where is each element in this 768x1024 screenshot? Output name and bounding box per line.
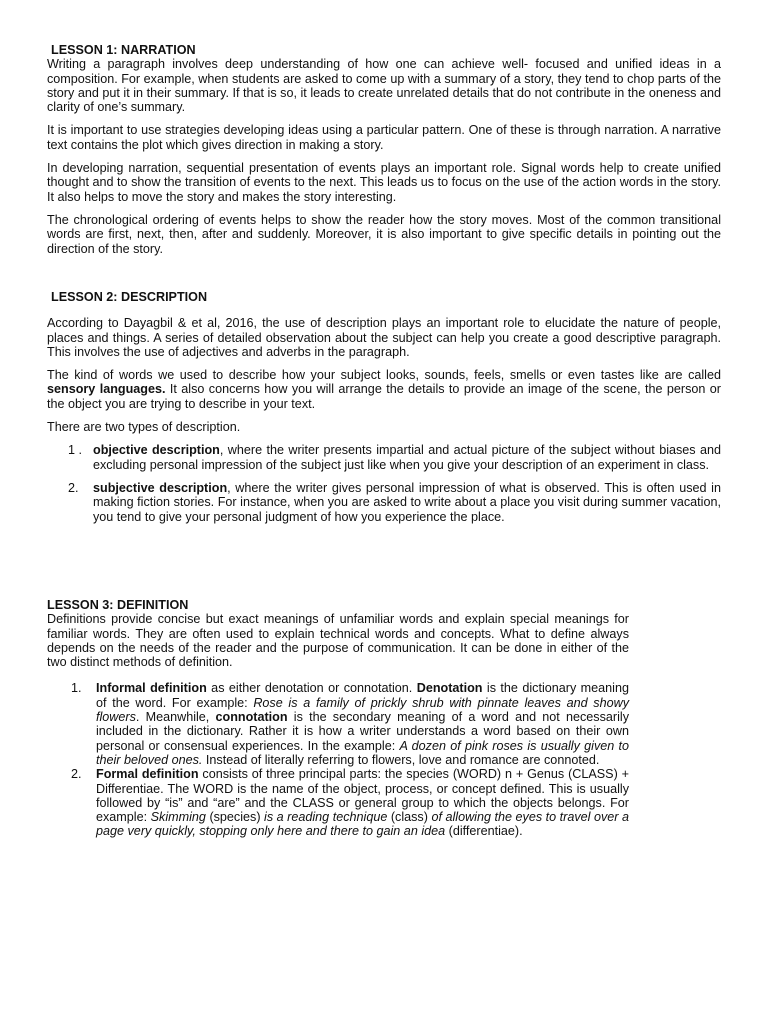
text-run: (differentiae). <box>445 824 523 839</box>
bold-term: Informal definition <box>96 681 207 696</box>
text-run: The kind of words we used to describe how your subject looks, sounds, feels, smells or even tastes like are called <box>47 368 721 383</box>
italic-example: A dozen of pink roses is usually given to their beloved ones. <box>96 738 629 767</box>
text-run: . Meanwhile, <box>135 710 216 725</box>
text-run: , where the writer presents impartial and actual picture of the subject without biases and excluding personal impression of the subject just like when you give your description of an experiment in class. <box>93 443 722 472</box>
lesson-1-paragraph: In developing narration, sequential presentation of events plays an important role. Signal words help to create unified thought and to show the transition of events to the next. This leads us to focus on the use of the action words in the story. It also helps to move the story and makes the story interesting. <box>47 161 721 204</box>
list-number: 1 . <box>68 443 83 458</box>
bold-term: sensory languages. <box>47 382 166 397</box>
text-run: It also concerns how you will arrange the details to provide an image of the scene, the person or the object you are trying to describe in your text. <box>47 382 721 411</box>
lesson-2-paragraph: According to Dayagbil & et al, 2016, the use of description plays an important role to elucidate the nature of people, places and things. A series of detailed observation about the subject can help you create a good descriptive paragraph. This involves the use of adjectives and adverbs in the paragraph. <box>47 316 721 359</box>
list-item <box>71 767 629 839</box>
lesson-1-heading: LESSON 1: NARRATION <box>51 43 196 57</box>
lesson-1-paragraph: The chronological ordering of events helps to show the reader how the story moves. Most of the common transitional words are first, next, then, after and suddenly. Moreover, it is also important to give specific details in pointing out the direction of the story. <box>47 212 721 256</box>
text-run: consists of three principal parts: the species (WORD) n + Genus (CLASS) + Differentiae. The WORD is the name of the object, process, or concept defined. This is usually followed by “is” and “are” and the CLASS or general group to which the objects belongs. For example: <box>96 767 629 825</box>
lesson-2-section <box>47 290 721 533</box>
lesson-1-paragraph: Writing a paragraph involves deep understanding of how one can achieve well- focused and unified ideas in a composition. For example, when students are asked to come up with a summary of a story, they tend to chop parts of the story and put it in their summary. If that is so, it leads to create unrelated details that do not contribute in the oneness and clarity of one’s summary. <box>47 57 721 115</box>
list-number: 2. <box>71 767 82 782</box>
definition-methods-list <box>47 681 629 838</box>
description-types-list <box>47 443 721 523</box>
italic-example: Rose is a family of prickly shrub with pinnate leaves and showy flowers <box>96 695 629 725</box>
text-run: as either denotation or connotation. <box>206 681 417 696</box>
text-run: is the secondary meaning of a word and not necessarily included in the dictionary. Rather it is how a writer understands a word based on their own personal or consensual experiences. In the example: <box>96 710 629 753</box>
bold-term: Denotation <box>416 681 483 696</box>
bold-term: objective description <box>93 443 220 458</box>
list-number: 1. <box>71 681 82 696</box>
lesson-2-paragraph: There are two types of description. <box>47 420 241 435</box>
lesson-3-intro: Definitions provide concise but exact meanings of unfamiliar words and explain special meanings for familiar words. They are often used to explain technical words and concepts. What to define always depends on the needs of the reader and the purpose of communication. It can be done in either of the two distinct methods of definition. <box>47 612 629 670</box>
text-run: is the dictionary meaning of the word. For example: <box>96 681 629 710</box>
text-run: (class) <box>387 810 432 825</box>
lesson-1-section <box>47 43 721 265</box>
bold-term: Formal definition <box>96 767 199 782</box>
italic-example: of allowing the eyes to travel over a page very quickly, stopping only here and there to gain an idea <box>96 810 629 839</box>
text-run: (species) <box>205 810 265 825</box>
list-number: 2. <box>68 480 79 495</box>
lesson-3-heading: LESSON 3: DEFINITION <box>47 598 189 612</box>
italic-example: Skimming <box>150 810 206 825</box>
text-run: Instead of literally referring to flowers, love and romance are connoted. <box>202 752 600 767</box>
list-item <box>68 480 721 524</box>
lesson-2-paragraph <box>47 368 721 411</box>
list-item <box>68 443 722 472</box>
bold-term: connotation <box>215 710 288 725</box>
lesson-2-heading: LESSON 2: DESCRIPTION <box>51 290 208 304</box>
bold-term: subjective description <box>93 480 228 495</box>
list-item <box>71 681 629 767</box>
lesson-3-section <box>47 598 629 839</box>
italic-example: is a reading technique <box>264 810 388 825</box>
text-run: , where the writer gives personal impression of what is observed. This is often used in making fiction stories. For instance, when you are asked to write about a place you visit during summer vacation, you tend to give your personal judgment of how you experience the place. <box>93 480 721 524</box>
lesson-1-paragraph: It is important to use strategies developing ideas using a particular pattern. One of these is through narration. A narrative text contains the plot which gives direction in making a story. <box>47 123 721 152</box>
